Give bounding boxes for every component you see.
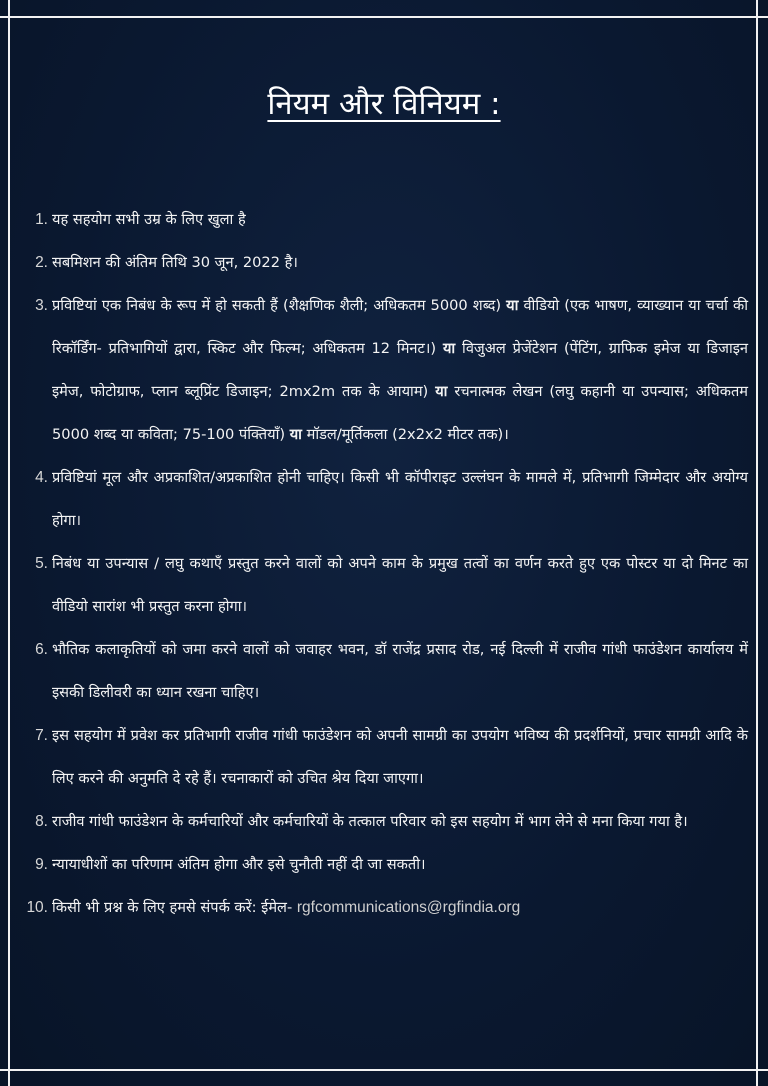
rule-text: विजुअल प्रेजेंटेशन (पेंटिंग, ग्राफिक इमेज या डिजाइन इमेज, फोटोग्राफ, प्लान ब्लूप्रिंट डिजाइन; 2mx2m तक के आयाम) (52, 340, 748, 400)
rule-item (0, 241, 768, 284)
rule-number: 5. (35, 555, 48, 572)
rule-item (0, 542, 768, 628)
rule-number: 2. (35, 254, 48, 271)
rule-text-bold: या (435, 383, 448, 400)
frame-top-line (0, 16, 768, 18)
rule-item (0, 284, 768, 456)
rule-text: प्रविष्टियां एक निबंध के रूप में हो सकती हैं (शैक्षणिक शैली; अधिकतम 5000 शब्द) (52, 297, 507, 314)
email-link[interactable]: rgfcommunications@rgfindia.org (296, 899, 521, 916)
rule-text: वीडियो (एक भाषण, व्याख्यान या चर्चा की रिकॉर्डिंग- प्रतिभागियों द्वारा, स्किट और फिल्म; अधिकतम 12 मिनट।) (52, 297, 748, 357)
rule-text-bold: या (506, 297, 519, 314)
rule-number: 6. (35, 641, 48, 658)
rule-number: 10. (26, 899, 48, 916)
rule-text: राजीव गांधी फाउंडेशन के कर्मचारियों और कर्मचारियों के तत्काल परिवार को इस सहयोग में भाग लेने से मना किया गया है। (52, 813, 688, 830)
rule-text-bold: या (442, 340, 456, 357)
rule-text: निबंध या उपन्यास / लघु कथाएँ प्रस्तुत करने वालों को अपने काम के प्रमुख तत्वों का वर्णन करते हुए एक पोस्टर या दो मिनट का वीडियो सारांश भी प्रस्तुत करना होगा। (52, 555, 748, 615)
rule-item (0, 843, 768, 886)
rule-text-bold: या (289, 426, 302, 443)
rule-item (0, 628, 768, 714)
rule-text: भौतिक कलाकृतियों को जमा करने वालों को जवाहर भवन, डॉ राजेंद्र प्रसाद रोड, नई दिल्ली में राजीव गांधी फाउंडेशन कार्यालय में इसकी डिलीवरी का ध्यान रखना चाहिए। (52, 641, 748, 701)
rule-text: सबमिशन की अंतिम तिथि 30 जून, 2022 है। (52, 254, 298, 271)
rule-number: 9. (35, 856, 48, 873)
rule-number: 8. (35, 813, 48, 830)
rule-text: प्रविष्टियां मूल और अप्रकाशित/अप्रकाशित होनी चाहिए। किसी भी कॉपीराइट उल्लंघन के मामले में, प्रतिभागी जिम्मेदार और अयोग्य होगा। (52, 469, 748, 529)
rule-text: रचनात्मक लेखन (लघु कहानी या उपन्यास; अधिकतम 5000 शब्द या कविता; 75-100 पंक्तियाँ) (52, 383, 748, 443)
rule-text: किसी भी प्रश्न के लिए हमसे संपर्क करें: ईमेल- (52, 899, 297, 916)
rule-text: न्यायाधीशों का परिणाम अंतिम होगा और इसे चुनौती नहीं दी जा सकती। (52, 856, 426, 873)
page-title: नियम और विनियम : (267, 86, 501, 122)
rule-number: 1. (35, 211, 48, 228)
rule-item (0, 456, 768, 542)
rule-number: 4. (35, 469, 48, 486)
rule-item (0, 714, 768, 800)
rule-item (0, 886, 768, 929)
rule-item (0, 198, 768, 241)
rule-text: मॉडल/मूर्तिकला (2x2x2 मीटर तक)। (301, 426, 509, 443)
rule-text: यह सहयोग सभी उम्र के लिए खुला है (52, 211, 246, 228)
rule-number: 7. (35, 727, 48, 744)
rules-list (0, 198, 768, 929)
frame-bottom-line (0, 1069, 768, 1071)
rule-item (0, 800, 768, 843)
rule-text: इस सहयोग में प्रवेश कर प्रतिभागी राजीव गांधी फाउंडेशन को अपनी सामग्री का उपयोग भविष्य की प्रदर्शनियों, प्रचार सामग्री आदि के लिए करने की अनुमति दे रहे हैं। रचनाकारों को उचित श्रेय दिया जाएगा। (52, 727, 748, 787)
rule-number: 3. (35, 297, 48, 314)
